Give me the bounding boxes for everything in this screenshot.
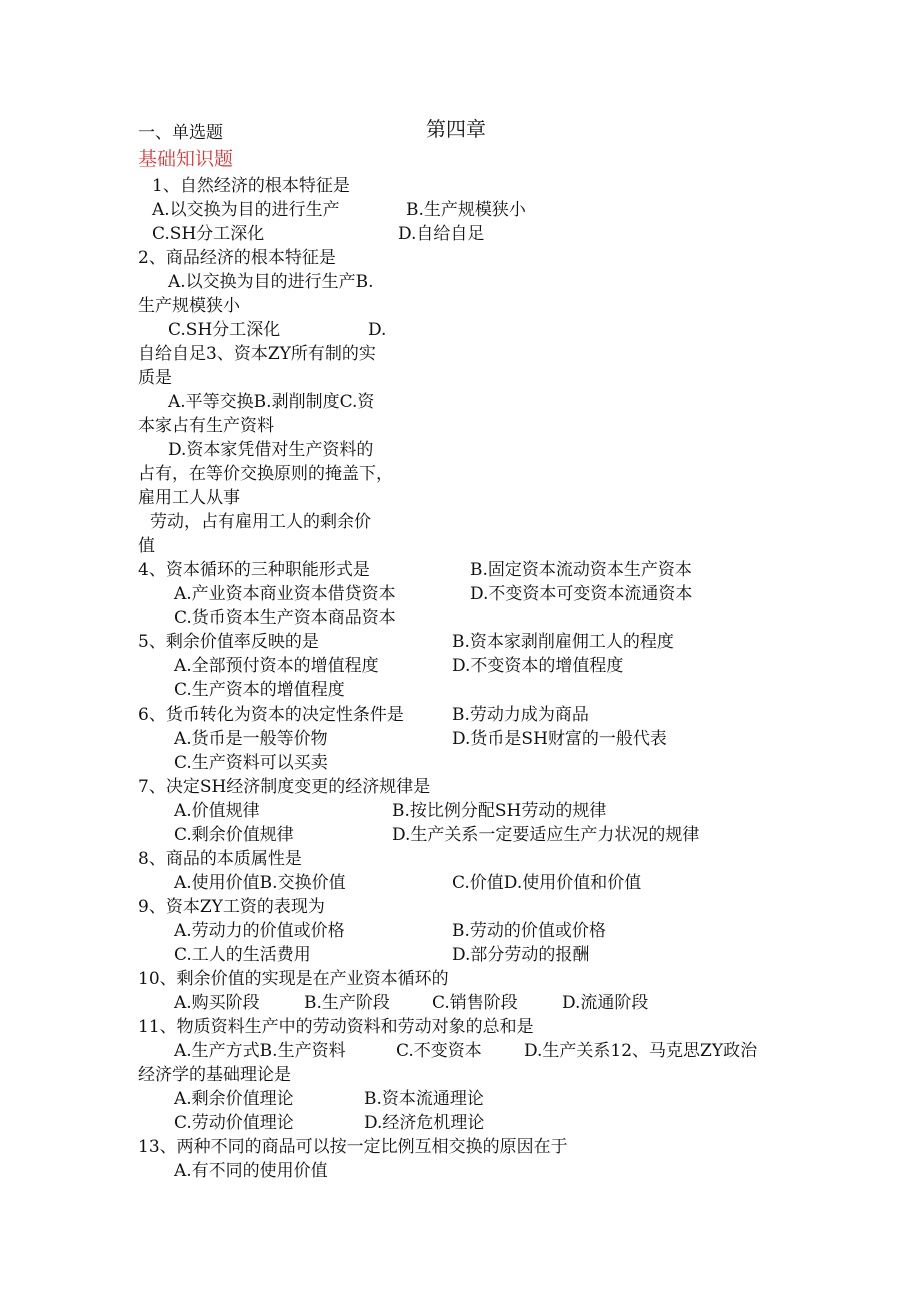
- option-line: 占有，在等价交换原则的掩盖下，: [138, 464, 393, 484]
- option-line: 雇用工人从事: [138, 488, 240, 508]
- option-line: A.使用价值B.交换价值: [174, 873, 346, 893]
- option-line: B.生产规模狭小: [406, 200, 526, 220]
- option-line: C.生产资本的增值程度: [174, 680, 345, 700]
- option-line: A.价值规律: [174, 801, 260, 821]
- question-line: 经济学的基础理论是: [138, 1065, 291, 1085]
- option-line: C.不变资本: [396, 1041, 482, 1061]
- option-line: D.自给自足: [398, 224, 485, 244]
- option-line: D.生产关系12、马克思ZY政治: [524, 1041, 758, 1061]
- option-line: C.销售阶段: [432, 993, 518, 1013]
- option-line: B.固定资本流动资本生产资本: [470, 560, 692, 580]
- option-line: C.生产资料可以买卖: [174, 753, 328, 773]
- option-line: A.平等交换B.剥削制度C.资: [168, 392, 375, 412]
- option-line: B.按比例分配SH劳动的规律: [392, 801, 607, 821]
- option-line: D.: [368, 320, 387, 340]
- option-line: B.劳动的价值或价格: [452, 921, 606, 941]
- chapter-title: 第四章: [426, 117, 486, 141]
- option-line: 本家占有生产资料: [138, 416, 274, 436]
- option-line: B.生产阶段: [304, 993, 390, 1013]
- option-line: C.货币资本生产资本商品资本: [174, 608, 396, 628]
- option-line: D.生产关系一定要适应生产力状况的规律: [392, 825, 700, 845]
- question-line: 5、剩余价值率反映的是: [138, 632, 319, 652]
- question-line: 10、剩余价值的实现是在产业资本循环的: [138, 969, 449, 989]
- option-line: B.资本家剥削雇佣工人的程度: [452, 632, 674, 652]
- option-line: A.剩余价值理论: [174, 1089, 294, 1109]
- option-line: B.资本流通理论: [364, 1089, 484, 1109]
- option-line: 值: [138, 536, 155, 556]
- option-line: B.劳动力成为商品: [452, 705, 589, 725]
- option-line: A.生产方式B.生产资料: [174, 1041, 346, 1061]
- option-line: C.工人的生活费用: [174, 945, 311, 965]
- option-line: A.劳动力的价值或价格: [174, 921, 345, 941]
- section-title: 一、单选题: [138, 123, 223, 143]
- option-line: D.货币是SH财富的一般代表: [452, 729, 667, 749]
- option-line: A.以交换为目的进行生产B.: [168, 272, 374, 292]
- question-line: 9、资本ZY工资的表现为: [138, 897, 325, 917]
- subsection-title: 基础知识题: [138, 148, 234, 170]
- question-line: 自给自足3、资本ZY所有制的实: [138, 344, 376, 364]
- question-line: 7、决定SH经济制度变更的经济规律是: [138, 777, 431, 797]
- question-line: 13、两种不同的商品可以按一定比例互相交换的原因在于: [138, 1137, 568, 1157]
- question-line: 11、物质资料生产中的劳动资料和劳动对象的总和是: [138, 1017, 534, 1037]
- question-line: 6、货币转化为资本的决定性条件是: [138, 705, 404, 725]
- option-line: A.购买阶段: [174, 993, 260, 1013]
- question-line: 1、自然经济的根本特征是: [152, 176, 350, 196]
- question-line: 4、资本循环的三种职能形式是: [138, 560, 370, 580]
- option-line: D.经济危机理论: [364, 1113, 485, 1133]
- option-line: C.SH分工深化: [168, 320, 281, 340]
- option-line: 生产规模狭小: [138, 296, 240, 316]
- option-line: A.全部预付资本的增值程度: [174, 656, 379, 676]
- option-line: 劳动，占有雇用工人的剩余价: [150, 512, 371, 532]
- option-line: A.货币是一般等价物: [174, 729, 328, 749]
- question-line: 8、商品的本质属性是: [138, 849, 302, 869]
- option-line: D.资本家凭借对生产资料的: [168, 440, 374, 460]
- option-line: A.以交换为目的进行生产: [152, 200, 340, 220]
- option-line: C.SH分工深化: [152, 224, 265, 244]
- option-line: C.价值D.使用价值和价值: [452, 873, 642, 893]
- question-line: 质是: [138, 368, 172, 388]
- option-line: C.剩余价值规律: [174, 825, 294, 845]
- option-line: D.流通阶段: [562, 993, 649, 1013]
- question-line: 2、商品经济的根本特征是: [138, 248, 336, 268]
- option-line: A.产业资本商业资本借贷资本: [174, 584, 396, 604]
- option-line: D.不变资本的增值程度: [452, 656, 624, 676]
- option-line: D.部分劳动的报酬: [452, 945, 590, 965]
- option-line: C.劳动价值理论: [174, 1113, 294, 1133]
- option-line: D.不变资本可变资本流通资本: [470, 584, 693, 604]
- option-line: A.有不同的使用价值: [174, 1161, 328, 1181]
